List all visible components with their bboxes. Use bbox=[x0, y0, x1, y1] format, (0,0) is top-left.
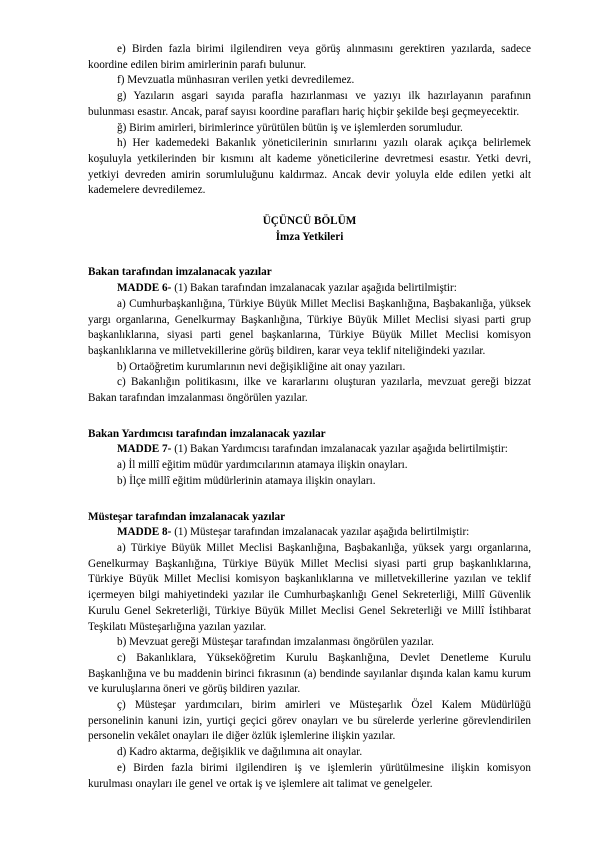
madde-7-a: a) İl millî eğitim müdür yardımcılarının atamaya ilişkin onayları. bbox=[117, 459, 408, 472]
spacer bbox=[88, 490, 531, 510]
paragraph-f: f) Mevzuatla münhasıran verilen yetki devredilemez. bbox=[117, 74, 355, 87]
madde-6-c: c) Bakanlığın politikasını, ilke ve kararlarını oluşturan yazılarla, mevzuat gereği bizzat Bakan tarafından imzalanması öngörülen yazılar. bbox=[88, 376, 531, 405]
madde-6-b: b) Ortaöğretim kurumlarının nevi değişikliğine ait onay yazıları. bbox=[117, 360, 406, 373]
section-heading-mustesar: Müsteşar tarafından imzalanacak yazılar bbox=[88, 510, 286, 523]
madde-6 bbox=[88, 281, 531, 297]
spacer bbox=[88, 199, 531, 214]
section-heading-bakan-yardimcisi: Bakan Yardımcısı tarafından imzalanacak yazılar bbox=[88, 427, 326, 440]
madde-8-a: a) Türkiye Büyük Millet Meclisi Başkanlığına, Başbakanlığa, yüksek yargı organlarına, Genelkurmay Başkanlığına, Türkiye Büyük Millet Meclisi siyasi parti grup başkanlıklarına, Türkiye Büyük Millet Meclisi komisyon başkanlıklarına ve milletvekillerine yazılan ve teklif içermeyen bilgi mahiyetindeki yazılar ile Cumhurbaşkanlığı Genel Sekreterliği, Millî Güvenlik Kurulu Genel Sekreterliği, Türkiye Büyük Millet Meclisi Genel Sekreterliği ve Millî İstihbarat Teşkilatı Müsteşarlığına yazılan yazılar. bbox=[88, 541, 531, 633]
madde-6-label: MADDE 6- bbox=[117, 282, 172, 295]
madde-8-cc: ç) Müsteşar yardımcıları, birim amirleri ve Müsteşarlık Özel Kalem Müdürlüğü personelinin kanuni izin, yurtiçi geçici görev onayları ve bu sürelerde yerlerine görevlendirilen personelin vekâlet onayları ile diğer özlük işlemlerine ilişkin yazılar. bbox=[88, 699, 531, 743]
madde-8-label: MADDE 8- bbox=[117, 526, 172, 539]
document-body bbox=[88, 42, 531, 792]
madde-8-d: d) Kadro aktarma, değişiklik ve dağılımına ait onaylar. bbox=[117, 746, 363, 759]
madde-6-a: a) Cumhurbaşkanlığına, Türkiye Büyük Millet Meclisi Başkanlığına, Başbakanlığa, yüksek yargı organlarına, Genelkurmay Başkanlığına, Türkiye Büyük Millet Meclisi siyasi parti grup başkanlıklarına, siyasi parti genel başkanlarına, Türkiye Büyük Millet Meclisi komisyon başkanlıklarına ve milletvekillerine görüş bildiren, karar veya teklif niteliğindeki yazılar. bbox=[88, 297, 531, 357]
madde-8-c: c) Bakanlıklara, Yükseköğretim Kurulu Başkanlığına, Devlet Denetleme Kurulu Başkanlığına ve bu maddenin birinci fıkrasının (a) bendinde sayılanlar dışında kalan kamu kurum ve kuruluşlarına öneri ve görüş bildiren yazılar. bbox=[88, 651, 531, 696]
madde-8-text: (1) Müsteşar tarafından imzalanacak yazılar aşağıda belirtilmiştir: bbox=[171, 526, 470, 539]
chapter-subtitle: İmza Yetkileri bbox=[275, 230, 344, 243]
paragraph-g: g) Yazıların asgari sayıda parafla hazırlanması ve yazıyı ilk hazırlayanın parafının bulunması esastır. Ancak, paraf sayısı koordine parafları hariç hiçbir şekilde beşi geçmeyecektir. bbox=[88, 90, 531, 118]
madde-7-b: b) İlçe millî eğitim müdürlerinin atamaya ilişkin onayları. bbox=[117, 474, 376, 487]
chapter-title: ÜÇÜNCÜ BÖLÜM bbox=[262, 215, 357, 228]
spacer bbox=[88, 407, 531, 427]
section-heading-bakan: Bakan tarafından imzalanacak yazılar bbox=[88, 266, 272, 279]
paragraph-h: h) Her kademedeki Bakanlık yöneticilerinin sınırlarını yazılı olarak açıkça belirlemek koşuluyla yetkilerinden bir kısmını alt kademe yöneticilerine devretmesi esastır. Yetki devri, yetkiyi devreden amirin sorumluluğunu kaldırmaz. Ancak devir yoluyla elde edilen yetki alt kademelere devredilemez. bbox=[88, 137, 531, 197]
madde-7-label: MADDE 7- bbox=[117, 443, 172, 456]
madde-8-e: e) Birden fazla birimi ilgilendiren iş ve işlemlerin yürütülmesine ilişkin komisyon kurulması onayları ile genel ve ortak iş ve işlemlere ait talimat ve genelgeler. bbox=[88, 761, 531, 790]
madde-6-text: (1) Bakan tarafından imzalanacak yazılar aşağıda belirtilmiştir: bbox=[171, 282, 457, 295]
madde-7-text: (1) Bakan Yardımcısı tarafından imzalanacak yazılar aşağıda belirtilmiştir: bbox=[171, 443, 508, 456]
madde-8-b: b) Mevzuat gereği Müsteşar tarafından imzalanması öngörülen yazılar. bbox=[117, 636, 434, 649]
madde-7 bbox=[88, 442, 531, 458]
paragraph-gg: ğ) Birim amirleri, birimlerince yürütülen bütün iş ve işlemlerden sorumludur. bbox=[117, 121, 463, 134]
spacer bbox=[88, 245, 531, 265]
paragraph-e: e) Birden fazla birimi ilgilendiren veya görüş alınmasını gerektiren yazılarda, sadece koordine edilen birim amirlerinin parafı bulunur. bbox=[88, 43, 531, 71]
madde-8 bbox=[88, 525, 531, 541]
